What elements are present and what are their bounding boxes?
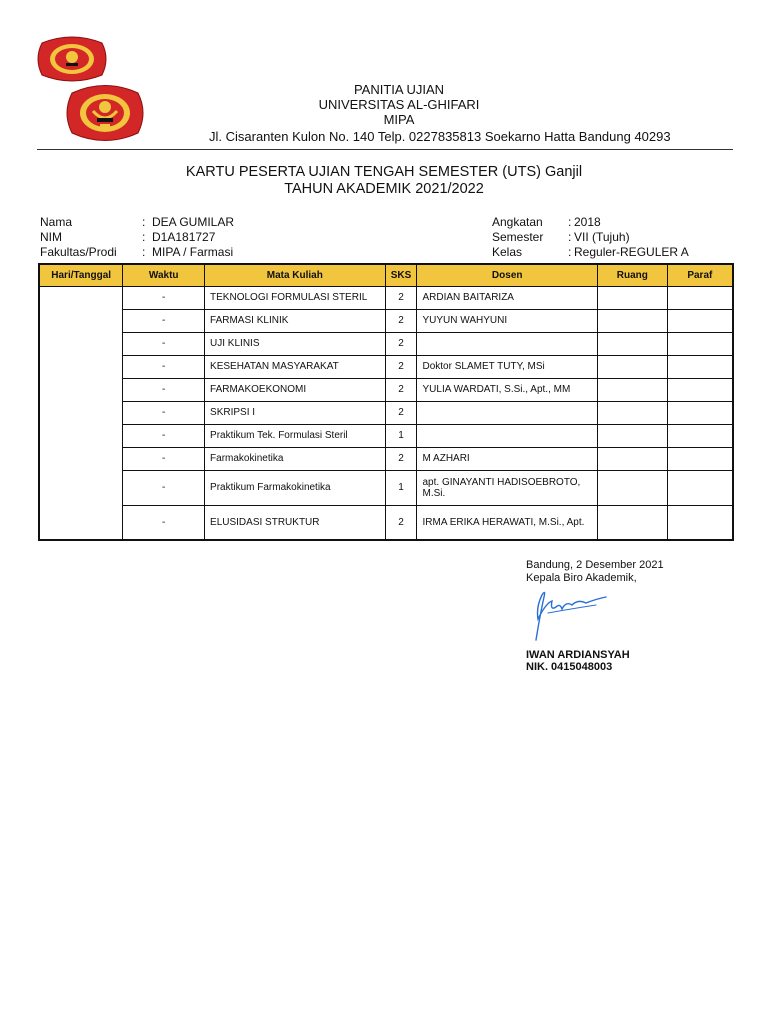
dosen-cell	[417, 401, 597, 424]
academic-year: TAHUN AKADEMIK 2021/2022	[284, 181, 484, 197]
paraf-cell	[667, 470, 733, 505]
waktu-cell: -	[123, 447, 205, 470]
ruang-cell	[597, 470, 667, 505]
university-name: UNIVERSITAS AL-GHIFARI	[318, 97, 480, 112]
ruang-cell	[597, 424, 667, 447]
prodi-label: Fakultas/Prodi	[40, 245, 117, 259]
waktu-cell: -	[123, 332, 205, 355]
info-row-nama	[40, 215, 234, 230]
header-mata-kuliah: Mata Kuliah	[205, 264, 386, 286]
paraf-cell	[667, 332, 733, 355]
separator: :	[142, 245, 146, 259]
table-row	[39, 286, 733, 309]
mata-kuliah-cell: TEKNOLOGI FORMULASI STERIL	[205, 286, 386, 309]
paraf-cell	[667, 378, 733, 401]
exam-schedule-table	[38, 263, 734, 541]
waktu-cell: -	[123, 286, 205, 309]
mata-kuliah-cell: Praktikum Farmakokinetika	[205, 470, 386, 505]
dosen-cell: YUYUN WAHYUNI	[417, 309, 597, 332]
mata-kuliah-cell: ELUSIDASI STRUKTUR	[205, 505, 386, 540]
handwritten-signature	[526, 585, 610, 645]
info-row-kelas	[492, 245, 689, 260]
mata-kuliah-cell: Praktikum Tek. Formulasi Steril	[205, 424, 386, 447]
ruang-cell	[597, 332, 667, 355]
signature-place-date: Bandung, 2 Desember 2021	[526, 559, 664, 571]
ruang-cell	[597, 401, 667, 424]
paraf-cell	[667, 447, 733, 470]
sks-cell: 2	[385, 401, 417, 424]
sks-cell: 2	[385, 355, 417, 378]
table-row	[39, 505, 733, 540]
card-title: KARTU PESERTA UJIAN TENGAH SEMESTER (UTS) Ganjil	[185, 164, 583, 180]
sks-cell: 1	[385, 424, 417, 447]
kelas-value: Reguler-REGULER A	[574, 245, 689, 259]
waktu-cell: -	[123, 505, 205, 540]
paraf-cell	[667, 505, 733, 540]
table-row	[39, 332, 733, 355]
header-dosen: Dosen	[417, 264, 597, 286]
signature-position: Kepala Biro Akademik,	[526, 572, 637, 584]
ruang-cell	[597, 286, 667, 309]
mata-kuliah-cell: SKRIPSI I	[205, 401, 386, 424]
waktu-cell: -	[123, 309, 205, 332]
mata-kuliah-cell: FARMASI KLINIK	[205, 309, 386, 332]
table-row	[39, 355, 733, 378]
university-logo-small	[36, 33, 108, 85]
separator: :	[142, 215, 146, 229]
separator: :	[568, 230, 572, 244]
signer-block	[526, 649, 630, 673]
committee-name: PANITIA UJIAN	[353, 82, 445, 97]
dosen-cell: M AZHARI	[417, 447, 597, 470]
ruang-cell	[597, 355, 667, 378]
mata-kuliah-cell: UJI KLINIS	[205, 332, 386, 355]
sks-cell: 2	[385, 286, 417, 309]
info-row-prodi	[40, 245, 234, 260]
semester-label: Semester	[492, 230, 544, 244]
sks-cell: 2	[385, 505, 417, 540]
sks-cell: 2	[385, 378, 417, 401]
waktu-cell: -	[123, 378, 205, 401]
signer-nik: NIK. 0415048003	[526, 661, 613, 673]
mata-kuliah-cell: Farmakokinetika	[205, 447, 386, 470]
header-hari: Hari/Tanggal	[39, 264, 123, 286]
prodi-value: MIPA / Farmasi	[152, 245, 234, 259]
paraf-cell	[667, 424, 733, 447]
dosen-cell: Doktor SLAMET TUTY, MSi	[417, 355, 597, 378]
semester-value: VII (Tujuh)	[574, 230, 630, 244]
ruang-cell	[597, 378, 667, 401]
header-sks: SKS	[385, 264, 417, 286]
kelas-label: Kelas	[492, 245, 523, 259]
signature-block	[526, 559, 664, 585]
separator: :	[568, 215, 572, 229]
hari-tanggal-cell	[39, 286, 123, 540]
dosen-cell	[417, 424, 597, 447]
faculty-name: MIPA	[383, 112, 415, 127]
dosen-cell: YULIA WARDATI, S.Si., Apt., MM	[417, 378, 597, 401]
table-row	[39, 424, 733, 447]
sks-cell: 2	[385, 332, 417, 355]
angkatan-value: 2018	[574, 215, 601, 229]
nim-value: D1A181727	[152, 230, 216, 244]
header-ruang: Ruang	[597, 264, 667, 286]
mata-kuliah-cell: FARMAKOEKONOMI	[205, 378, 386, 401]
signer-name: IWAN ARDIANSYAH	[526, 649, 630, 661]
nim-label: NIM	[40, 230, 62, 244]
separator: :	[142, 230, 146, 244]
address-line: Jl. Cisaranten Kulon No. 140 Telp. 0227835813 Soekarno Hatta Bandung 40293	[209, 129, 671, 144]
table-row	[39, 401, 733, 424]
institution-header	[15, 82, 768, 127]
table-header-row	[39, 264, 733, 286]
dosen-cell: ARDIAN BAITARIZA	[417, 286, 597, 309]
nama-value: DEA GUMILAR	[152, 215, 235, 229]
waktu-cell: -	[123, 424, 205, 447]
dosen-cell	[417, 332, 597, 355]
angkatan-label: Angkatan	[492, 215, 543, 229]
table-row	[39, 470, 733, 505]
table-row	[39, 309, 733, 332]
paraf-cell	[667, 286, 733, 309]
mata-kuliah-cell: KESEHATAN MASYARAKAT	[205, 355, 386, 378]
table-row	[39, 447, 733, 470]
header-divider	[37, 149, 733, 150]
info-row-semester	[492, 230, 689, 245]
dosen-cell: apt. GINAYANTI HADISOEBROTO, M.Si.	[417, 470, 597, 505]
table-row	[39, 378, 733, 401]
ruang-cell	[597, 447, 667, 470]
ruang-cell	[597, 505, 667, 540]
waktu-cell: -	[123, 470, 205, 505]
info-row-angkatan	[492, 215, 689, 230]
paraf-cell	[667, 355, 733, 378]
separator: :	[568, 245, 572, 259]
sks-cell: 2	[385, 447, 417, 470]
waktu-cell: -	[123, 401, 205, 424]
waktu-cell: -	[123, 355, 205, 378]
paraf-cell	[667, 309, 733, 332]
paraf-cell	[667, 401, 733, 424]
student-info-right	[492, 215, 689, 260]
sks-cell: 2	[385, 309, 417, 332]
ruang-cell	[597, 309, 667, 332]
dosen-cell: IRMA ERIKA HERAWATI, M.Si., Apt.	[417, 505, 597, 540]
nama-label: Nama	[40, 215, 73, 229]
header-paraf: Paraf	[667, 264, 733, 286]
student-info-left	[40, 215, 234, 260]
header-waktu: Waktu	[123, 264, 205, 286]
info-row-nim	[40, 230, 234, 245]
sks-cell: 1	[385, 470, 417, 505]
